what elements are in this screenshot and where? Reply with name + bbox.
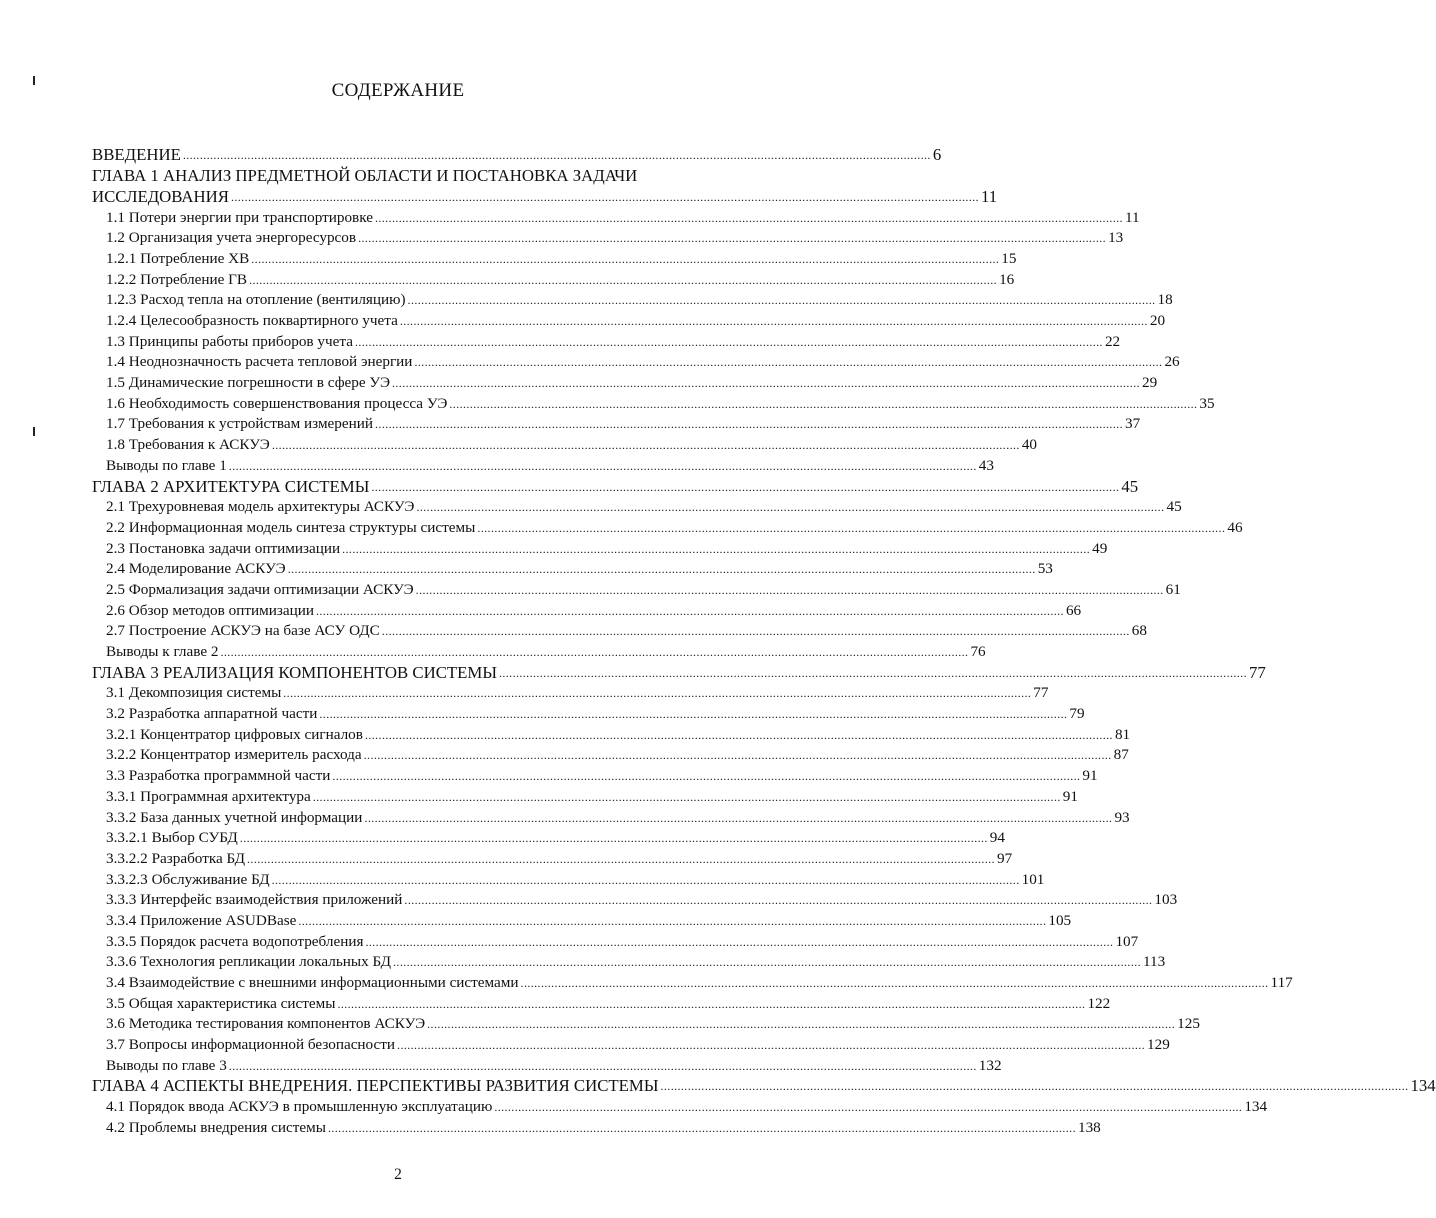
toc-entry-page: 68	[1131, 622, 1147, 640]
toc-entry-title: 3.3.5 Порядок расчета водопотребления	[106, 932, 364, 950]
toc-entry-page: 6	[932, 144, 942, 164]
toc-dot-leader: ............................................................................................................................................................................................................................	[392, 376, 1140, 391]
toc-entry[interactable]	[92, 391, 1215, 412]
toc-entry-page: 13	[1108, 229, 1124, 247]
toc-entry-title: 3.4 Взаимодействие с внешними информационными системами	[106, 974, 519, 991]
toc-dot-leader: ............................................................................................................................................................................................................................	[283, 686, 1032, 701]
toc-entry[interactable]	[92, 495, 1182, 516]
toc-dot-leader: ............................................................................................................................................................................................................................	[494, 1100, 1243, 1115]
toc-entry[interactable]	[92, 660, 1266, 682]
toc-dot-leader: ............................................................................................................................................................................................................................	[427, 1017, 1176, 1032]
toc-dot-leader: ............................................................................................................................................................................................................................	[319, 707, 1068, 722]
toc-dot-leader: ............................................................................................................................................................................................................................	[220, 645, 969, 659]
toc-entry-page: 77	[1033, 684, 1049, 702]
table-of-contents	[92, 142, 1436, 1136]
toc-dot-leader: ............................................................................................................................................................................................................................	[365, 934, 1114, 949]
toc-entry[interactable]	[92, 639, 986, 660]
toc-entry-title: 3.3.1 Программная архитектура	[106, 787, 311, 805]
toc-entry-page: 129	[1147, 1036, 1170, 1054]
toc-dot-leader: ............................................................................................................................................................................................................................	[399, 314, 1148, 328]
toc-entry[interactable]	[92, 1053, 1002, 1074]
toc-dot-leader: ............................................................................................................................................................................................................................	[498, 665, 1247, 680]
toc-entry-page: 93	[1114, 808, 1130, 826]
toc-entry[interactable]	[92, 743, 1129, 764]
toc-entry-page: 132	[978, 1056, 1002, 1074]
toc-dot-leader: ............................................................................................................................................................................................................................	[249, 272, 998, 287]
toc-entry-title: 3.3.2.1 Выбор СУБД	[106, 829, 238, 847]
toc-entry-page: 43	[978, 456, 994, 474]
toc-entry-page: 94	[989, 829, 1005, 847]
toc-entry-title: 3.2.2 Концентратор измеритель расхода	[106, 746, 362, 764]
toc-dot-leader: ............................................................................................................................................................................................................................	[415, 582, 1164, 597]
toc-entry-title: ГЛАВА 3 РЕАЛИЗАЦИЯ КОМПОНЕНТОВ СИСТЕМЫ	[92, 662, 497, 682]
toc-entry-page: 138	[1077, 1118, 1101, 1136]
toc-dot-leader: ............................................................................................................................................................................................................................	[371, 479, 1120, 494]
toc-entry[interactable]	[92, 515, 1243, 536]
toc-entry-title: 3.5 Общая характеристика системы	[106, 994, 336, 1012]
toc-entry-title: 1.4 Неоднозначность расчета тепловой энергии	[106, 353, 413, 371]
toc-entry-title: 1.5 Динамические погрешности в сфере УЭ	[106, 374, 390, 392]
toc-entry-title: 1.2.4 Целесообразность поквартирного учета	[106, 312, 398, 329]
toc-entry[interactable]	[92, 763, 1098, 785]
toc-entry-title: 3.3.3 Интерфейс взаимодействия приложений	[106, 891, 403, 909]
toc-entry-title: 2.1 Трехуровневая модель архитектуры АСКУЭ	[106, 498, 415, 516]
toc-dot-leader: ............................................................................................................................................................................................................................	[381, 624, 1130, 639]
toc-entry-page: 107	[1115, 932, 1139, 950]
toc-entry-page: 37	[1125, 415, 1141, 433]
toc-entry-page: 11	[980, 186, 998, 206]
toc-entry-page: 87	[1113, 746, 1129, 764]
toc-dot-leader: ............................................................................................................................................................................................................................	[407, 293, 1156, 308]
toc-entry-page: 134	[1244, 1098, 1268, 1116]
toc-entry-title: 2.7 Построение АСКУЭ на базе АСУ ОДС	[106, 622, 380, 640]
toc-entry[interactable]	[92, 701, 1085, 723]
toc-entry-title: 3.2.1 Концентратор цифровых сигналов	[106, 725, 363, 743]
toc-entry-title: 1.7 Требования к устройствам измерений	[106, 415, 374, 433]
toc-entry-page: 77	[1248, 662, 1266, 682]
toc-dot-leader: ............................................................................................................................................................................................................................	[414, 355, 1163, 370]
toc-entry-title: ГЛАВА 1 АНАЛИЗ ПРЕДМЕТНОЙ ОБЛАСТИ И ПОСТАНОВКА ЗАДАЧИ	[92, 166, 638, 186]
toc-entry-page: 76	[970, 643, 986, 660]
toc-dot-leader: ............................................................................................................................................................................................................................	[337, 996, 1086, 1011]
toc-dot-leader: ............................................................................................................................................................................................................................	[416, 500, 1165, 515]
toc-entry-title: 4.1 Порядок ввода АСКУЭ в промышленную эксплуатацию	[106, 1098, 493, 1116]
toc-entry[interactable]	[92, 370, 1158, 392]
toc-dot-leader: ............................................................................................................................................................................................................................	[397, 1038, 1146, 1053]
toc-entry-title: ГЛАВА 4 АСПЕКТЫ ВНЕДРЕНИЯ. ПЕРСПЕКТИВЫ РАЗВИТИЯ СИСТЕМЫ	[92, 1076, 659, 1096]
toc-entry-page: 49	[1092, 539, 1108, 557]
toc-entry[interactable]	[92, 474, 1139, 496]
toc-entry-title: 3.6 Методика тестирования компонентов АСКУЭ	[106, 1015, 426, 1033]
toc-entry-page: 53	[1037, 560, 1053, 578]
toc-entry-title: 3.3.4 Приложение ASUDBase	[106, 911, 297, 929]
toc-entry[interactable]	[92, 681, 1049, 702]
toc-dot-leader: ............................................................................................................................................................................................................................	[363, 748, 1112, 763]
toc-entry-title: ИССЛЕДОВАНИЯ	[92, 186, 229, 206]
toc-entry-page: 20	[1149, 312, 1166, 329]
toc-entry-page: 11	[1124, 208, 1140, 226]
toc-dot-leader: ............................................................................................................................................................................................................................	[364, 810, 1113, 825]
toc-entry-page: 117	[1270, 974, 1293, 991]
toc-entry[interactable]	[92, 784, 1078, 805]
toc-entry-title: 2.4 Моделирование АСКУЭ	[106, 560, 286, 578]
toc-dot-leader: ............................................................................................................................................................................................................................	[239, 831, 988, 846]
toc-entry[interactable]	[92, 991, 1111, 1012]
toc-entry[interactable]	[92, 826, 1005, 847]
toc-entry-title: 3.3.2 База данных учетной информации	[106, 808, 363, 826]
toc-dot-leader: ............................................................................................................................................................................................................................	[354, 334, 1103, 349]
toc-entry[interactable]	[92, 1094, 1268, 1116]
toc-entry[interactable]	[92, 142, 942, 164]
toc-entry[interactable]	[92, 846, 1013, 867]
toc-dot-leader: ............................................................................................................................................................................................................................	[315, 603, 1064, 618]
toc-entry[interactable]	[92, 329, 1121, 350]
toc-entry-page: 113	[1143, 953, 1166, 971]
toc-entry[interactable]	[92, 412, 1141, 433]
toc-entry-page: 45	[1166, 498, 1182, 516]
toc-entry-page: 91	[1062, 787, 1078, 805]
toc-entry-title: 1.8 Требования к АСКУЭ	[106, 436, 270, 454]
toc-entry-title: 3.3.2.2 Разработка БД	[106, 849, 246, 867]
toc-entry-page: 101	[1021, 870, 1045, 888]
toc-entry-page: 18	[1157, 291, 1173, 309]
toc-entry-title: 3.7 Вопросы информационной безопасности	[106, 1036, 396, 1054]
toc-dot-leader: ............................................................................................................................................................................................................................	[287, 562, 1036, 577]
toc-entry-title: Выводы по главе 1	[106, 456, 227, 474]
toc-entry-page: 125	[1177, 1015, 1200, 1033]
toc-entry-title: 1.3 Принципы работы приборов учета	[106, 332, 353, 350]
toc-entry[interactable]	[92, 308, 1166, 329]
toc-dot-leader: ............................................................................................................................................................................................................................	[327, 1120, 1076, 1135]
toc-entry[interactable]	[92, 1115, 1101, 1136]
toc-entry[interactable]	[92, 867, 1045, 888]
toc-entry-page: 79	[1069, 705, 1085, 723]
toc-entry[interactable]	[92, 577, 1181, 598]
toc-dot-leader: ............................................................................................................................................................................................................................	[404, 893, 1153, 908]
toc-entry-page: 46	[1227, 518, 1243, 536]
toc-entry[interactable]	[92, 619, 1147, 640]
toc-entry[interactable]	[92, 453, 994, 474]
toc-entry-title: 1.6 Необходимость совершенствования процесса УЭ	[106, 394, 448, 412]
toc-entry-title: 4.2 Проблемы внедрения системы	[106, 1118, 326, 1136]
toc-entry-page: 122	[1087, 994, 1111, 1012]
toc-entry-title: 2.6 Обзор методов оптимизации	[106, 601, 314, 619]
toc-entry-page: 66	[1065, 601, 1082, 619]
toc-entry-title: 3.3.6 Технология репликации локальных БД	[106, 953, 392, 971]
page-number: 2	[394, 1166, 402, 1183]
toc-entry-title: Выводы по главе 3	[106, 1056, 227, 1074]
toc-entry-page: 105	[1048, 911, 1072, 929]
toc-entry-title: Выводы к главе 2	[106, 643, 219, 660]
toc-entry[interactable]	[92, 350, 1180, 371]
toc-entry-page: 45	[1121, 476, 1139, 496]
page-title: СОДЕРЖАНИЕ	[331, 80, 465, 101]
toc-entry[interactable]	[92, 1012, 1200, 1033]
toc-entry-title: 1.2.2 Потребление ГВ	[106, 270, 248, 288]
toc-dot-leader: ............................................................................................................................................................................................................................	[271, 438, 1020, 453]
toc-entry-page: 16	[999, 270, 1015, 288]
toc-dot-leader: ............................................................................................................................................................................................................................	[228, 458, 977, 473]
toc-entry-page: 22	[1104, 332, 1121, 350]
toc-entry[interactable]	[92, 888, 1178, 909]
toc-entry-page: 29	[1142, 374, 1158, 392]
toc-entry-title: 2.5 Формализация задачи оптимизации АСКУЭ	[106, 580, 414, 598]
toc-entry-title: 1.2 Организация учета энергоресурсов	[106, 229, 357, 247]
toc-entry[interactable]	[92, 205, 1140, 226]
scan-mark-middle	[33, 427, 35, 436]
toc-entry-page: 15	[1001, 249, 1017, 267]
toc-dot-leader: ............................................................................................................................................................................................................................	[358, 231, 1107, 246]
toc-dot-leader: ............................................................................................................................................................................................................................	[374, 210, 1123, 225]
toc-entry[interactable]	[92, 908, 1072, 929]
toc-dot-leader: ............................................................................................................................................................................................................................	[520, 976, 1269, 990]
toc-entry-page: 91	[1082, 767, 1098, 785]
toc-dot-leader: ............................................................................................................................................................................................................................	[247, 851, 996, 866]
toc-dot-leader: ............................................................................................................................................................................................................................	[477, 520, 1226, 535]
toc-dot-leader: ............................................................................................................................................................................................................................	[660, 1079, 1409, 1094]
toc-entry-title: 2.3 Постановка задачи оптимизации	[106, 539, 341, 557]
toc-entry-title: 1.2.3 Расход тепла на отопление (вентиляцию)	[106, 291, 406, 309]
toc-dot-leader: ............................................................................................................................................................................................................................	[364, 727, 1113, 742]
toc-entry[interactable]	[92, 432, 1037, 454]
toc-entry-title: 3.3.2.3 Обслуживание БД	[106, 870, 270, 888]
toc-entry[interactable]	[92, 805, 1130, 826]
toc-dot-leader: ............................................................................................................................................................................................................................	[332, 769, 1081, 784]
toc-entry[interactable]	[92, 163, 720, 185]
toc-entry-page: 81	[1114, 725, 1131, 743]
toc-entry[interactable]	[92, 557, 1053, 578]
toc-entry-title: 2.2 Информационная модель синтеза структуры системы	[106, 518, 476, 536]
toc-dot-leader: ............................................................................................................................................................................................................................	[271, 872, 1020, 887]
toc-entry[interactable]	[92, 970, 1293, 991]
toc-dot-leader: ............................................................................................................................................................................................................................	[375, 417, 1124, 432]
toc-entry-title: ГЛАВА 2 АРХИТЕКТУРА СИСТЕМЫ	[92, 476, 370, 496]
toc-dot-leader: ............................................................................................................................................................................................................................	[298, 913, 1047, 928]
toc-entry[interactable]	[92, 929, 1139, 950]
toc-dot-leader: ............................................................................................................................................................................................................................	[449, 396, 1198, 411]
toc-entry-title: ВВЕДЕНИЕ	[92, 144, 181, 164]
toc-dot-leader: ............................................................................................................................................................................................................................	[251, 251, 1000, 266]
toc-entry-page: 26	[1164, 353, 1180, 371]
toc-entry[interactable]	[92, 598, 1082, 619]
toc-entry[interactable]	[92, 226, 1124, 247]
toc-entry-title: 3.3 Разработка программной части	[106, 767, 331, 785]
toc-dot-leader: ............................................................................................................................................................................................................................	[393, 955, 1142, 970]
toc-entry[interactable]	[92, 246, 1017, 267]
toc-dot-leader: ............................................................................................................................................................................................................................	[182, 147, 931, 162]
toc-entry[interactable]	[92, 722, 1131, 743]
toc-entry-page: 97	[997, 849, 1013, 867]
toc-entry[interactable]	[92, 950, 1166, 971]
toc-dot-leader: ............................................................................................................................................................................................................................	[230, 189, 979, 204]
toc-dot-leader: ............................................................................................................................................................................................................................	[342, 541, 1091, 556]
toc-entry[interactable]	[92, 184, 998, 206]
toc-entry[interactable]	[92, 536, 1108, 557]
toc-entry-page: 61	[1165, 580, 1181, 598]
toc-dot-leader: ............................................................................................................................................................................................................................	[312, 789, 1061, 804]
toc-entry-page: 40	[1021, 436, 1037, 454]
toc-entry-title: 1.1 Потери энергии при транспортировке	[106, 208, 373, 226]
toc-entry[interactable]	[92, 1074, 1436, 1096]
toc-entry-page: 103	[1154, 891, 1178, 909]
toc-entry-title: 3.1 Декомпозиция системы	[106, 684, 282, 702]
toc-entry-page: 134	[1410, 1076, 1436, 1096]
toc-dot-leader: ............................................................................................................................................................................................................................	[228, 1058, 977, 1073]
toc-entry[interactable]	[92, 288, 1173, 309]
toc-entry-title: 1.2.1 Потребление ХВ	[106, 249, 250, 267]
toc-entry-title: 3.2 Разработка аппаратной части	[106, 705, 318, 723]
toc-entry[interactable]	[92, 267, 1015, 288]
toc-entry-page: 35	[1199, 394, 1215, 412]
toc-entry[interactable]	[92, 1032, 1170, 1054]
